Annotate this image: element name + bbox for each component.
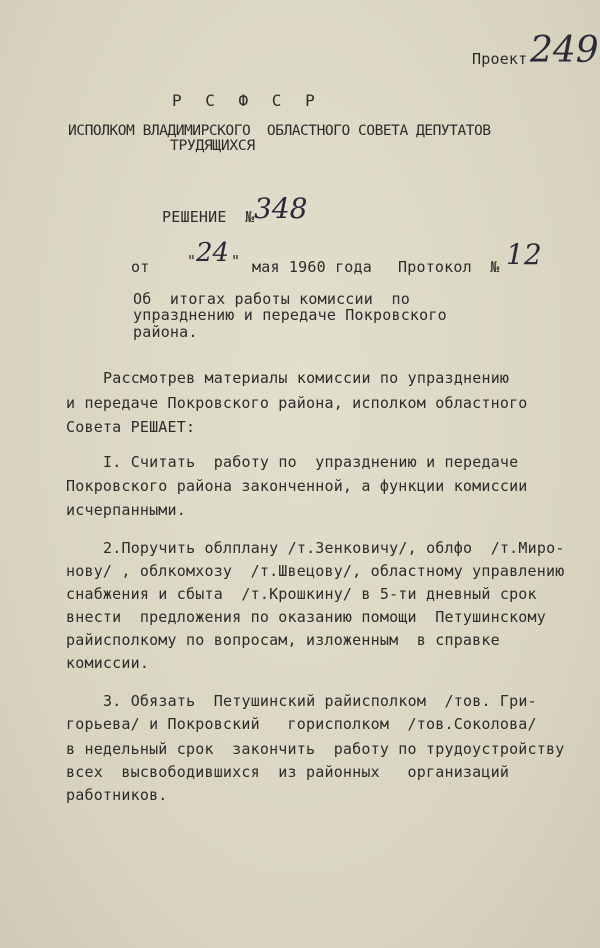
item2-line: внести предложения по оказанию помощи Петушинскому — [66, 608, 546, 626]
date-from-label: от — [131, 258, 150, 276]
decision-number-handwritten: 348 — [254, 192, 308, 225]
protocol-label: Протокол № — [398, 258, 500, 276]
project-number-handwritten: 249 — [530, 30, 599, 71]
item2-line: комиссии. — [66, 654, 150, 672]
protocol-number-handwritten: 12 — [506, 238, 542, 271]
item1-line: исчерпанными. — [66, 501, 186, 519]
item2-line: снабжения и сбыта /т.Крошкину/ в 5-ти дневный срок — [66, 585, 537, 603]
item2-line: райисполкому по вопросам, изложенным в справке — [66, 631, 500, 649]
item3-line: всех высвободившихся из районных организаций — [66, 763, 510, 781]
project-label: Проект — [472, 50, 528, 68]
date-close-quote: " — [231, 252, 241, 270]
date-open-quote: " — [187, 252, 197, 270]
preamble-line: Совета РЕШАЕТ: — [66, 418, 196, 436]
organization-heading: ИСПОЛКОМ ВЛАДИМИРСКОГО ОБЛАСТНОГО СОВЕТА ДЕПУТАТОВ — [68, 122, 491, 139]
date-month-year: мая 1960 года — [252, 258, 372, 276]
date-day-handwritten: 24 — [196, 238, 230, 268]
decision-label: РЕШЕНИЕ № — [162, 208, 255, 226]
item2-line: нову/ , облкомхозу /т.Швецову/, областному управлению — [66, 562, 565, 580]
item1-line: I. Считать работу по упразднению и передаче — [103, 453, 519, 471]
item3-line: в недельный срок закончить работу по трудоустройству — [66, 740, 565, 758]
item2-line: 2.Поручить облплану /т.Зенковичу/, облфо /т.Миро- — [103, 539, 565, 557]
subject-line: Об итогах работы комиссии по — [133, 290, 410, 308]
item3-line: работников. — [66, 786, 168, 804]
preamble-line: Рассмотрев материалы комиссии по упразднению — [103, 369, 510, 387]
item3-line: 3. Обязать Петушинский райисполком /тов. Гри- — [103, 692, 537, 710]
organization-heading-line2: ТРУДЯЩИХСЯ — [170, 137, 255, 154]
subject-line: упразднению и передаче Покровского — [133, 306, 447, 324]
state-heading: Р С Ф С Р — [172, 91, 322, 110]
preamble-line: и передаче Покровского района, исполком областного — [66, 394, 528, 412]
item1-line: Покровского района законченной, а функции комиссии — [66, 477, 528, 495]
item3-line: горьева/ и Покровский горисполком /тов.Соколова/ — [66, 715, 537, 733]
subject-line: района. — [133, 323, 198, 341]
